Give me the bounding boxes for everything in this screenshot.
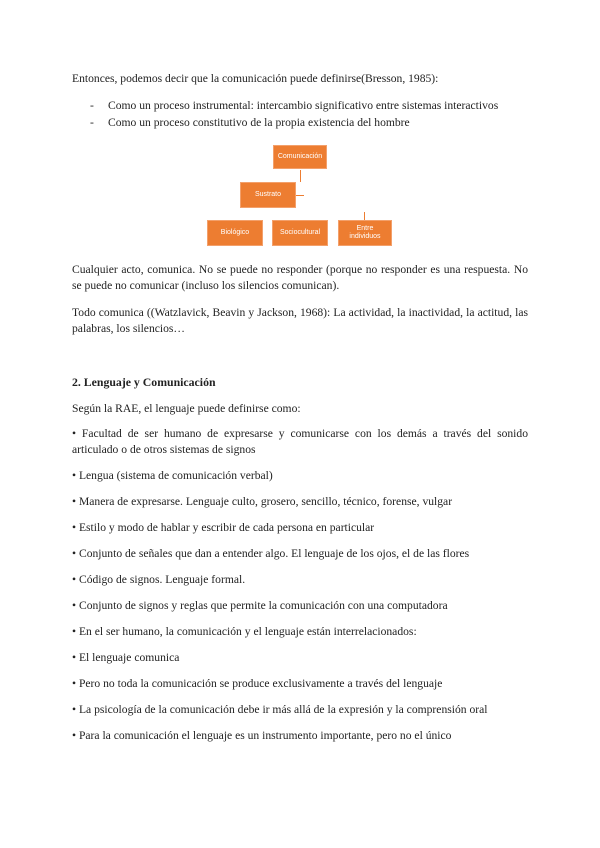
bullet-item: • Conjunto de signos y reglas que permite la comunicación con una computadora <box>72 599 448 612</box>
diagram-node-leaf: Biológico <box>207 220 263 246</box>
diagram-node-root: Comunicación <box>273 145 327 169</box>
diagram-node-leaf: Sociocultural <box>272 220 328 246</box>
bullet-item: • Manera de expresarse. Lenguaje culto, grosero, sencillo, técnico, forense, vulgar <box>72 495 453 508</box>
paragraph: Todo comunica ((Watzlavick, Beavin y Jackson, 1968): La actividad, la inactividad, la actitud, las palabras, los silencios… <box>72 306 528 335</box>
bullet-item: • Conjunto de señales que dan a entender algo. El lenguaje de los ojos, el de las flores <box>72 547 470 560</box>
section-intro: Según la RAE, el lenguaje puede definirse como: <box>72 402 301 415</box>
dash-item: Como un proceso instrumental: intercambio significativo entre sistemas interactivos <box>108 99 499 112</box>
connector-line <box>364 212 365 220</box>
bullet-item: • Código de signos. Lenguaje formal. <box>72 573 246 586</box>
diagram-node-leaf: Entre individuos <box>338 220 392 246</box>
connector-line <box>296 195 304 196</box>
connector-line <box>300 170 301 182</box>
intro-paragraph: Entonces, podemos decir que la comunicación puede definirse(Bresson, 1985): <box>72 72 439 85</box>
dash-marker: - <box>90 99 94 112</box>
bullet-item: • Facultad de ser humano de expresarse y comunicarse con los demás a través del sonido articulado o de otros sistemas de signos <box>72 427 528 456</box>
bullet-item: • El lenguaje comunica <box>72 651 180 664</box>
bullet-item: • Para la comunicación el lenguaje es un instrumento importante, pero no el único <box>72 729 452 742</box>
bullet-item: • Lengua (sistema de comunicación verbal) <box>72 469 273 482</box>
bullet-item: • La psicología de la comunicación debe ir más allá de la expresión y la comprensión oral <box>72 703 488 716</box>
section-title: 2. Lenguaje y Comunicación <box>72 375 216 389</box>
dash-item: Como un proceso constitutivo de la propia existencia del hombre <box>108 116 410 129</box>
dash-marker: - <box>90 116 94 129</box>
bullet-item: • En el ser humano, la comunicación y el lenguaje están interrelacionados: <box>72 625 417 638</box>
paragraph: Cualquier acto, comunica. No se puede no responder (porque no responder es una respuesta. No se puede no comunicar (incluso los silencios comunican). <box>72 263 528 292</box>
bullet-item: • Pero no toda la comunicación se produce exclusivamente a través del lenguaje <box>72 677 443 690</box>
bullet-item: • Estilo y modo de hablar y escribir de cada persona en particular <box>72 521 375 534</box>
diagram-node-middle: Sustrato <box>240 182 296 208</box>
